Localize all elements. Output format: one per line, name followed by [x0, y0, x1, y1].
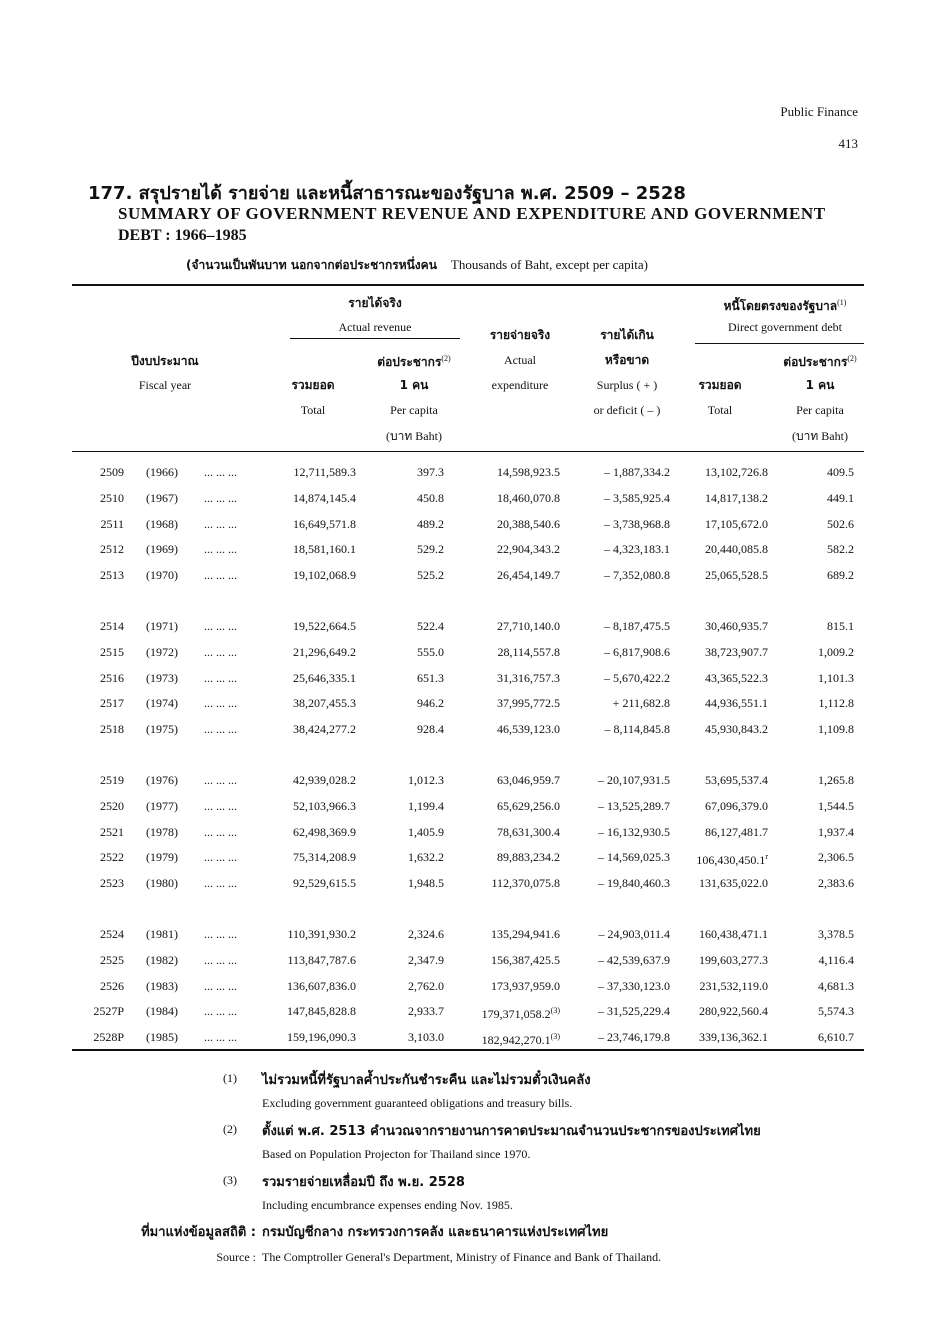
cell-expenditure: 156,387,425.5: [491, 952, 560, 967]
unit-note-english: Thousands of Baht, except per capita): [450, 257, 649, 272]
cell-debt-total: 131,635,022.0: [699, 876, 768, 891]
footnote-3-english: Including encumbrance expenses ending Nov. 1985.: [262, 1198, 513, 1212]
cell-revenue-per-capita: 525.2: [417, 568, 444, 583]
cell-revenue-total: 14,874,145.4: [293, 490, 356, 505]
source-text: The Comptroller General's Department, Ministry of Finance and Bank of Thailand.: [262, 1250, 662, 1264]
cell-surplus-deficit: – 16,132,930.5: [598, 824, 670, 839]
footnote-3-number: (3): [223, 1173, 237, 1187]
cell-be-year: 2523: [100, 876, 124, 891]
debt-per-capita-unit: (บาท Baht): [792, 429, 848, 443]
cell-revenue-per-capita: 946.2: [417, 696, 444, 711]
cell-ad-year: (1974): [146, 696, 178, 711]
cell-debt-per-capita: 689.2: [827, 568, 854, 583]
cell-debt-per-capita: 3,378.5: [818, 927, 854, 941]
cell-be-year: 2521: [100, 824, 124, 839]
footnote-1-number: (1): [223, 1071, 237, 1085]
cell-ad-year: (1976): [146, 773, 178, 787]
cell-ad-year: (1983): [146, 978, 178, 993]
cell-revenue-per-capita: 450.8: [417, 490, 444, 505]
cell-expenditure: 135,294,941.6: [491, 927, 560, 941]
cell-surplus-deficit: – 20,107,931.5: [598, 773, 670, 787]
cell-leader-dots: ... ... ...: [204, 568, 237, 583]
cell-revenue-total: 42,939,028.2: [293, 773, 356, 787]
cell-surplus-deficit: – 3,585,925.4: [604, 490, 670, 505]
table-top-rule: [72, 284, 864, 286]
table-title-english: SUMMARY OF GOVERNMENT REVENUE AND EXPENDITURE AND GOVERNMENT: [118, 204, 826, 223]
cell-debt-total: 25,065,528.5: [705, 568, 768, 583]
cell-revenue-per-capita: 1,405.9: [408, 824, 444, 839]
cell-leader-dots: ... ... ...: [204, 722, 237, 737]
cell-debt-total: 160,438,471.1: [699, 927, 768, 941]
cell-debt-total: 45,930,843.2: [705, 722, 768, 737]
fiscal-year-header: Fiscal year: [138, 378, 192, 392]
cell-surplus-deficit: – 13,525,289.7: [598, 798, 670, 813]
cell-debt-total: 280,922,560.4: [699, 1004, 768, 1019]
cell-debt-total: 38,723,907.7: [705, 644, 768, 659]
cell-expenditure: 31,316,757.3: [497, 670, 560, 685]
cell-revenue-per-capita: 2,933.7: [408, 1004, 444, 1019]
debt-header: Direct government debt: [728, 320, 842, 334]
cell-ad-year: (1978): [146, 824, 178, 839]
revenue-header: Actual revenue: [338, 320, 412, 334]
cell-be-year: 2517: [100, 696, 124, 711]
cell-debt-per-capita: 1,937.4: [818, 824, 854, 839]
cell-surplus-deficit: – 42,539,637.9: [598, 952, 670, 967]
cell-be-year: 2509: [100, 465, 124, 479]
cell-leader-dots: ... ... ...: [204, 670, 237, 685]
cell-revenue-per-capita: 555.0: [417, 644, 444, 659]
cell-revenue-total: 110,391,930.2: [287, 927, 356, 941]
cell-expenditure: 179,371,058.2$^{(3)}$: [481, 1006, 560, 1022]
cell-ad-year: (1980): [146, 876, 178, 891]
cell-debt-per-capita: 5,574.3: [818, 1004, 854, 1019]
revenue-per-capita-unit: (บาท Baht): [386, 429, 442, 443]
cell-ad-year: (1981): [146, 927, 178, 941]
cell-revenue-per-capita: 1,012.3: [408, 773, 444, 787]
cell-expenditure: 173,937,959.0: [491, 978, 560, 993]
cell-be-year: 2520: [100, 798, 124, 813]
cell-revenue-total: 147,845,828.8: [287, 1004, 356, 1019]
cell-be-year: 2524: [100, 927, 124, 941]
cell-debt-per-capita: 1,112.8: [818, 696, 854, 711]
cell-be-year: 2516: [100, 670, 124, 685]
cell-leader-dots: ... ... ...: [204, 542, 237, 557]
cell-revenue-total: 38,424,277.2: [293, 722, 356, 737]
cell-ad-year: (1979): [146, 850, 178, 865]
cell-revenue-per-capita: 529.2: [417, 542, 444, 557]
cell-debt-per-capita: 449.1: [827, 490, 854, 505]
cell-ad-year: (1971): [146, 619, 178, 633]
cell-leader-dots: ... ... ...: [204, 850, 237, 865]
cell-revenue-total: 21,296,649.2: [293, 644, 356, 659]
cell-be-year: 2514: [100, 619, 124, 633]
source-text-thai: กรมบัญชีกลาง กระทรวงการคลัง และธนาคารแห่งประเทศไทย: [262, 1225, 609, 1240]
cell-revenue-total: 19,522,664.5: [293, 619, 356, 633]
header-bottom-rule: [72, 451, 864, 452]
cell-revenue-per-capita: 928.4: [417, 722, 444, 737]
debt-group-rule: [695, 343, 864, 344]
cell-expenditure: 65,629,256.0: [497, 798, 560, 813]
cell-be-year: 2515: [100, 644, 124, 659]
cell-revenue-per-capita: 1,199.4: [408, 798, 444, 813]
cell-expenditure: 22,904,343.2: [497, 542, 560, 557]
cell-revenue-per-capita: 522.4: [417, 619, 444, 633]
cell-debt-per-capita: 502.6: [827, 516, 854, 531]
cell-ad-year: (1972): [146, 644, 178, 659]
cell-debt-per-capita: 1,009.2: [818, 644, 854, 659]
cell-leader-dots: ... ... ...: [204, 876, 237, 891]
cell-surplus-deficit: – 4,323,183.1: [604, 542, 670, 557]
cell-debt-total: 106,430,450.1$^r$: [696, 852, 768, 868]
cell-leader-dots: ... ... ...: [204, 619, 237, 633]
fiscal-year-header-thai: ปีงบประมาณ: [131, 354, 199, 368]
debt-per-capita-header-thai: ต่อประชากร$^{(2)}$: [783, 354, 857, 369]
cell-ad-year: (1985): [146, 1030, 178, 1045]
cell-debt-per-capita: 2,383.6: [818, 876, 854, 891]
cell-debt-total: 43,365,522.3: [705, 670, 768, 685]
surplus-header-2: or deficit ( – ): [593, 403, 661, 417]
cell-surplus-deficit: – 8,114,845.8: [604, 722, 670, 737]
cell-revenue-total: 52,103,966.3: [293, 798, 356, 813]
cell-debt-per-capita: 815.1: [827, 619, 854, 633]
cell-expenditure: 112,370,075.8: [491, 876, 560, 891]
cell-surplus-deficit: – 7,352,080.8: [604, 568, 670, 583]
cell-revenue-per-capita: 1,948.5: [408, 876, 444, 891]
footnote-2-thai: ตั้งแต่ พ.ศ. 2513 คำนวณจากรายงานการคาดประมาณจำนวนประชากรของประเทศไทย: [262, 1124, 761, 1139]
cell-revenue-per-capita: 397.3: [417, 465, 444, 479]
cell-revenue-per-capita: 1,632.2: [408, 850, 444, 865]
cell-debt-per-capita: 4,681.3: [818, 978, 854, 993]
cell-ad-year: (1984): [146, 1004, 178, 1019]
footnote-1-thai: ไม่รวมหนี้ที่รัฐบาลค้ำประกันชำระคืน และไม่รวมตั๋วเงินคลัง: [262, 1073, 591, 1088]
cell-debt-per-capita: 4,116.4: [818, 952, 854, 967]
cell-be-year: 2528P: [93, 1030, 124, 1045]
cell-revenue-total: 75,314,208.9: [293, 850, 356, 865]
running-header: Public Finance: [780, 104, 858, 119]
debt-per-capita-one: 1 คน: [805, 378, 835, 392]
cell-be-year: 2511: [100, 516, 124, 531]
cell-debt-total: 30,460,935.7: [705, 619, 768, 633]
cell-leader-dots: ... ... ...: [204, 798, 237, 813]
cell-expenditure: 89,883,234.2: [497, 850, 560, 865]
cell-leader-dots: ... ... ...: [204, 696, 237, 711]
revenue-per-capita-header: Per capita: [390, 403, 438, 417]
cell-be-year: 2527P: [93, 1004, 124, 1019]
cell-debt-per-capita: 409.5: [827, 465, 854, 479]
cell-revenue-total: 159,196,090.3: [287, 1030, 356, 1045]
cell-debt-total: 231,532,119.0: [699, 978, 768, 993]
cell-revenue-total: 19,102,068.9: [293, 568, 356, 583]
cell-ad-year: (1977): [146, 798, 178, 813]
cell-expenditure: 182,942,270.1$^{(3)}$: [481, 1032, 560, 1048]
cell-surplus-deficit: + 211,682.8: [612, 696, 670, 711]
cell-surplus-deficit: – 19,840,460.3: [598, 876, 670, 891]
cell-revenue-total: 92,529,615.5: [293, 876, 356, 891]
cell-revenue-per-capita: 2,324.6: [408, 927, 444, 941]
cell-debt-total: 67,096,379.0: [705, 798, 768, 813]
cell-ad-year: (1970): [146, 568, 178, 583]
cell-expenditure: 26,454,149.7: [497, 568, 560, 583]
surplus-header-1: Surplus ( + ): [596, 378, 658, 392]
cell-ad-year: (1973): [146, 670, 178, 685]
footnote-2-english: Based on Population Projecton for Thailand since 1970.: [262, 1147, 531, 1161]
cell-debt-per-capita: 1,544.5: [818, 798, 854, 813]
cell-note: r: [765, 852, 768, 862]
unit-note: [186, 256, 648, 275]
cell-debt-per-capita: 6,610.7: [818, 1030, 854, 1045]
cell-be-year: 2526: [100, 978, 124, 993]
revenue-header-thai: รายได้จริง: [348, 296, 402, 310]
cell-debt-total: 14,817,138.2: [705, 490, 768, 505]
cell-revenue-per-capita: 3,103.0: [408, 1030, 444, 1045]
cell-debt-per-capita: 1,101.3: [818, 670, 854, 685]
cell-expenditure: 20,388,540.6: [497, 516, 560, 531]
cell-be-year: 2512: [100, 542, 124, 557]
cell-expenditure: 18,460,070.8: [497, 490, 560, 505]
cell-revenue-total: 12,711,589.3: [293, 465, 356, 479]
cell-leader-dots: ... ... ...: [204, 978, 237, 993]
cell-surplus-deficit: – 6,817,908.6: [604, 644, 670, 659]
cell-ad-year: (1966): [146, 465, 178, 479]
cell-revenue-total: 113,847,787.6: [287, 952, 356, 967]
debt-total-header: Total: [707, 403, 733, 417]
cell-surplus-deficit: – 14,569,025.3: [598, 850, 670, 865]
cell-revenue-per-capita: 2,347.9: [408, 952, 444, 967]
cell-surplus-deficit: – 37,330,123.0: [598, 978, 670, 993]
cell-be-year: 2522: [100, 850, 124, 865]
cell-debt-total: 339,136,362.1: [699, 1030, 768, 1045]
cell-revenue-per-capita: 489.2: [417, 516, 444, 531]
cell-debt-total: 44,936,551.1: [705, 696, 768, 711]
cell-surplus-deficit: – 24,903,011.4: [598, 927, 670, 941]
revenue-total-header-thai: รวมยอด: [291, 378, 335, 392]
cell-debt-per-capita: 1,265.8: [818, 773, 854, 787]
cell-surplus-deficit: – 31,525,229.4: [598, 1004, 670, 1019]
cell-note: (3): [550, 1032, 560, 1042]
cell-be-year: 2518: [100, 722, 124, 737]
cell-leader-dots: ... ... ...: [204, 490, 237, 505]
cell-expenditure: 28,114,557.8: [497, 644, 560, 659]
cell-revenue-total: 25,646,335.1: [293, 670, 356, 685]
cell-debt-total: 53,695,537.4: [705, 773, 768, 787]
cell-revenue-total: 62,498,369.9: [293, 824, 356, 839]
cell-revenue-total: 16,649,571.8: [293, 516, 356, 531]
cell-expenditure: 14,598,923.5: [497, 465, 560, 479]
cell-debt-per-capita: 1,109.8: [818, 722, 854, 737]
cell-surplus-deficit: – 3,738,968.8: [604, 516, 670, 531]
debt-header-thai: หนี้โดยตรงของรัฐบาล$^{(1)}$: [723, 298, 847, 313]
expenditure-header-thai: รายจ่ายจริง: [489, 328, 551, 342]
revenue-per-capita-one: 1 คน: [399, 378, 429, 392]
cell-expenditure: 78,631,300.4: [497, 824, 560, 839]
debt-total-header-thai: รวมยอด: [698, 378, 742, 392]
table-title-english-cont: DEBT : 1966–1985: [118, 227, 247, 244]
cell-ad-year: (1975): [146, 722, 178, 737]
cell-debt-total: 20,440,085.8: [705, 542, 768, 557]
cell-surplus-deficit: – 8,187,475.5: [604, 619, 670, 633]
cell-debt-total: 86,127,481.7: [705, 824, 768, 839]
cell-be-year: 2525: [100, 952, 124, 967]
cell-revenue-per-capita: 2,762.0: [408, 978, 444, 993]
expenditure-header-2: expenditure: [491, 378, 549, 392]
cell-leader-dots: ... ... ...: [204, 1030, 237, 1045]
footnote-3-thai: รวมรายจ่ายเหลื่อมปี ถึง พ.ย. 2528: [262, 1175, 465, 1190]
expenditure-header-1: Actual: [504, 353, 536, 367]
cell-expenditure: 27,710,140.0: [497, 619, 560, 633]
cell-debt-per-capita: 582.2: [827, 542, 854, 557]
cell-surplus-deficit: – 1,887,334.2: [604, 465, 670, 479]
revenue-per-capita-header-thai: ต่อประชากร$^{(2)}$: [377, 354, 451, 369]
revenue-group-rule: [290, 338, 460, 339]
cell-leader-dots: ... ... ...: [204, 927, 237, 941]
cell-expenditure: 46,539,123.0: [497, 722, 560, 737]
cell-be-year: 2510: [100, 490, 124, 505]
cell-expenditure: 63,046,959.7: [497, 773, 560, 787]
cell-leader-dots: ... ... ...: [204, 516, 237, 531]
cell-leader-dots: ... ... ...: [204, 644, 237, 659]
cell-revenue-per-capita: 651.3: [417, 670, 444, 685]
surplus-header-thai-1: รายได้เกิน: [600, 328, 654, 342]
footnote-1-english: Excluding government guaranteed obligations and treasury bills.: [262, 1096, 573, 1110]
cell-note: (3): [550, 1006, 560, 1016]
page-number: 413: [838, 136, 858, 151]
cell-revenue-total: 18,581,160.1: [293, 542, 356, 557]
table-title-thai: 177. สรุปรายได้ รายจ่าย และหนี้สาธารณะของรัฐบาล พ.ศ. 2509 – 2528: [88, 183, 686, 204]
unit-note-thai: (จำนวนเป็นพันบาท นอกจากต่อประชากรหนึ่งคน: [186, 258, 437, 272]
cell-ad-year: (1967): [146, 490, 178, 505]
cell-debt-total: 17,105,672.0: [705, 516, 768, 531]
cell-expenditure: 37,995,772.5: [497, 696, 560, 711]
cell-leader-dots: ... ... ...: [204, 952, 237, 967]
cell-leader-dots: ... ... ...: [204, 1004, 237, 1019]
cell-debt-per-capita: 2,306.5: [818, 850, 854, 865]
cell-revenue-total: 38,207,455.3: [293, 696, 356, 711]
cell-leader-dots: ... ... ...: [204, 824, 237, 839]
cell-be-year: 2519: [100, 773, 124, 787]
cell-ad-year: (1969): [146, 542, 178, 557]
cell-surplus-deficit: – 23,746,179.8: [598, 1030, 670, 1045]
cell-leader-dots: ... ... ...: [204, 465, 237, 479]
cell-leader-dots: ... ... ...: [204, 773, 237, 787]
cell-surplus-deficit: – 5,670,422.2: [604, 670, 670, 685]
cell-ad-year: (1982): [146, 952, 178, 967]
source-label: Source :: [216, 1250, 256, 1264]
surplus-header-thai-2: หรือขาด: [604, 353, 650, 367]
source-label-thai: ที่มาแห่งข้อมูลสถิติ :: [141, 1225, 256, 1240]
debt-per-capita-header: Per capita: [796, 403, 844, 417]
cell-be-year: 2513: [100, 568, 124, 583]
footnote-2-number: (2): [223, 1122, 237, 1136]
cell-debt-total: 13,102,726.8: [705, 465, 768, 479]
cell-ad-year: (1968): [146, 516, 178, 531]
cell-debt-total: 199,603,277.3: [699, 952, 768, 967]
revenue-total-header: Total: [300, 403, 326, 417]
table-bottom-rule: [72, 1049, 864, 1051]
cell-revenue-total: 136,607,836.0: [287, 978, 356, 993]
